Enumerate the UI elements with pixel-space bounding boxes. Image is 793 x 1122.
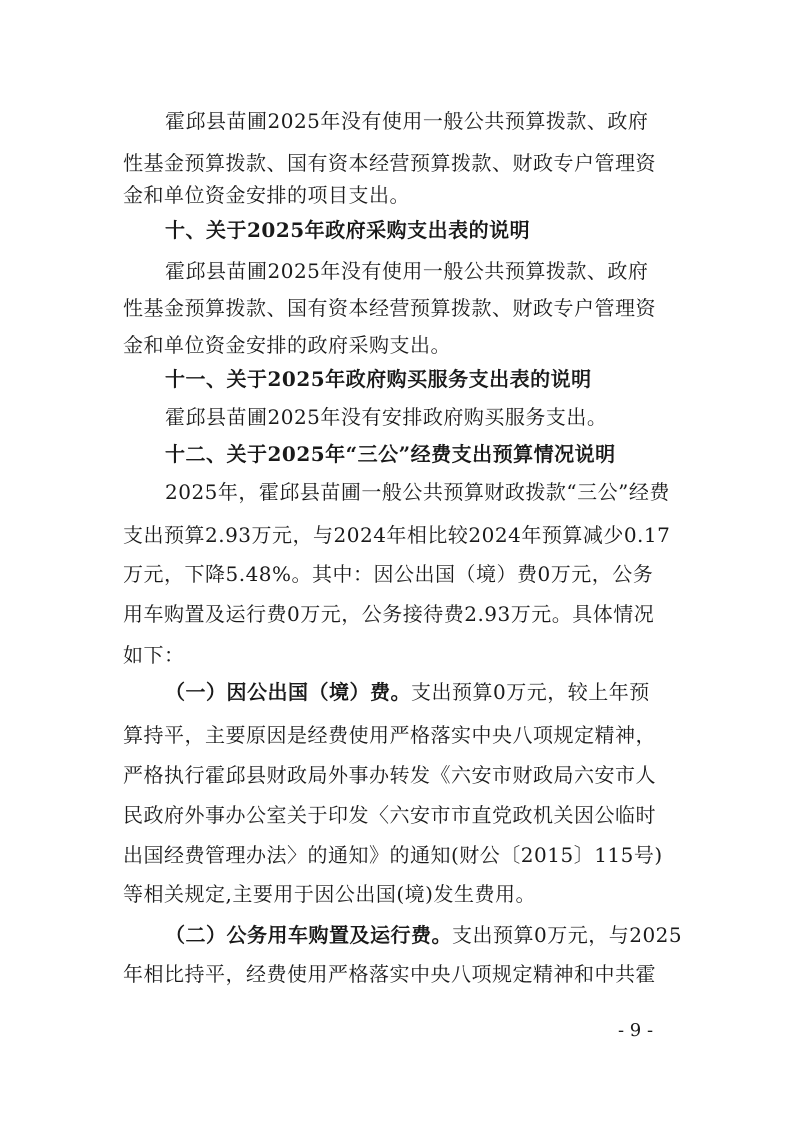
paragraph-line: 用车购置及运行费0万元，公务接待费2.93万元。具体情况 bbox=[123, 602, 655, 626]
item-text: 支出预算0万元，较上年预 bbox=[411, 680, 650, 704]
paragraph-line: 出国经费管理办法〉的通知》的通知(财公〔2015〕115号) bbox=[123, 843, 663, 867]
paragraph-line: 金和单位资金安排的项目支出。 bbox=[123, 183, 410, 207]
paragraph-line: 2025年，霍邱县苗圃一般公共预算财政拨款“三公”经费 bbox=[165, 480, 670, 504]
item-title: （一）因公出国（境）费。 bbox=[165, 680, 411, 704]
page-number: - 9 - bbox=[618, 1020, 654, 1041]
paragraph-line: 性基金预算拨款、国有资本经营预算拨款、财政专户管理资 bbox=[123, 151, 656, 175]
paragraph-line: 霍邱县苗圃2025年没有安排政府购买服务支出。 bbox=[165, 405, 608, 429]
paragraph-line: 如下： bbox=[123, 643, 185, 667]
item-text: 支出预算0万元，与2025 bbox=[452, 923, 683, 947]
paragraph-line: 金和单位资金安排的政府采购支出。 bbox=[123, 333, 451, 357]
paragraph-line: 严格执行霍邱县财政局外事办转发《六安市财政局六安市人 bbox=[123, 763, 656, 787]
section-heading: 十二、关于2025年“三公”经费支出预算情况说明 bbox=[165, 442, 616, 466]
paragraph-line: 霍邱县苗圃2025年没有使用一般公共预算拨款、政府 bbox=[165, 109, 649, 133]
section-heading: 十一、关于2025年政府购买服务支出表的说明 bbox=[165, 367, 592, 391]
paragraph-line: 霍邱县苗圃2025年没有使用一般公共预算拨款、政府 bbox=[165, 259, 649, 283]
paragraph-line: 支出预算2.93万元，与2024年相比较2024年预算减少0.17 bbox=[123, 523, 671, 547]
paragraph-line: 性基金预算拨款、国有资本经营预算拨款、财政专户管理资 bbox=[123, 296, 656, 320]
paragraph-line: 算持平，主要原因是经费使用严格落实中央八项规定精神， bbox=[123, 723, 656, 747]
paragraph-line: 民政府外事办公室关于印发〈六安市市直党政机关因公临时 bbox=[123, 803, 656, 827]
paragraph-line bbox=[165, 923, 682, 947]
paragraph-line bbox=[165, 680, 650, 704]
paragraph-line: 年相比持平，经费使用严格落实中央八项规定精神和中共霍 bbox=[123, 962, 656, 986]
section-heading: 十、关于2025年政府采购支出表的说明 bbox=[165, 218, 531, 242]
paragraph-line: 万元，下降5.48%。其中：因公出国（境）费0万元，公务 bbox=[123, 562, 654, 586]
item-title: （二）公务用车购置及运行费。 bbox=[165, 923, 452, 947]
paragraph-line: 等相关规定,主要用于因公出国(境)发生费用。 bbox=[123, 882, 536, 906]
